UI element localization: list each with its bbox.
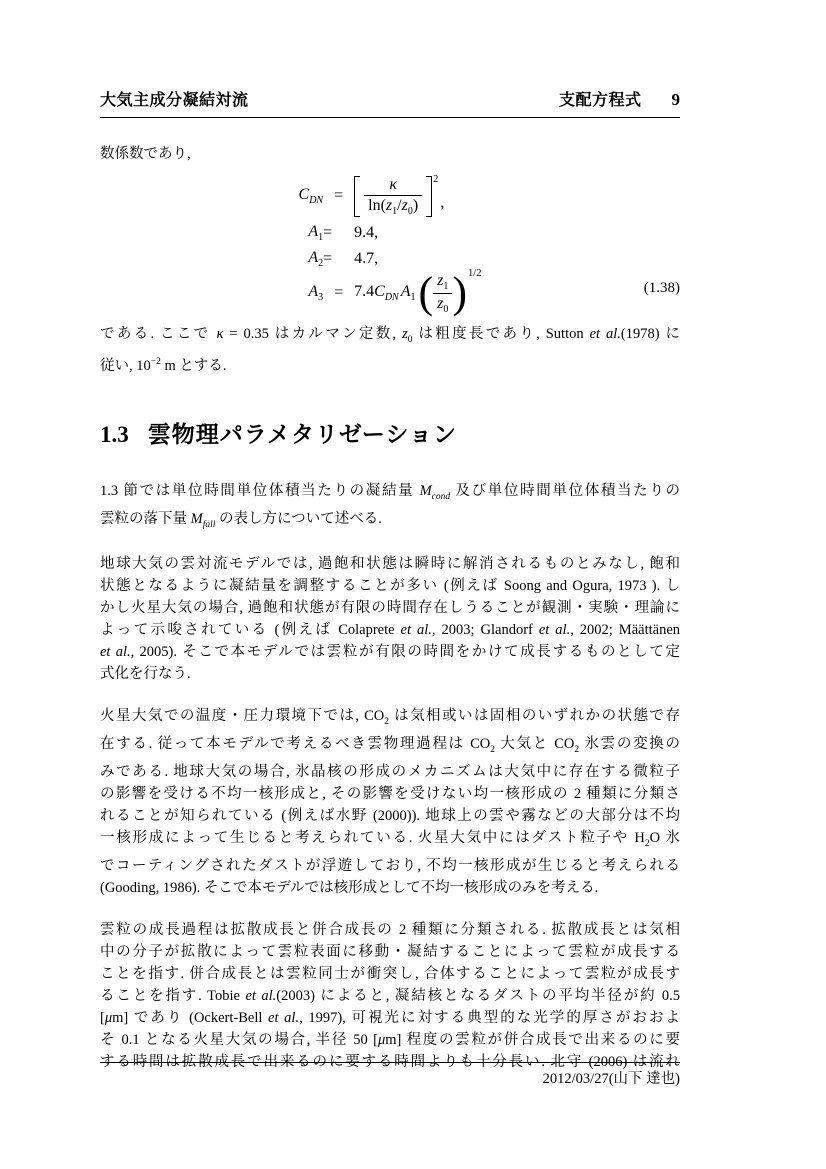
exponent: 2 bbox=[433, 173, 439, 185]
paragraph-cloud-growth: 雲粒の成長過程は拡散成長と併合成長の 2 種類に分類される. 拡散成長とは気相 中の分子が拡散によって雲粒表面に移動・凝結することによって雲粒が成長する ことを指す. 併合成長とは雲粒同士が衝突し, 合体することによって雲粒が成長す ることを指す. Tobie et al.(2003) によると, 凝結核となるダストの平均半径が約 0.5 [μm] であり (Ockert-Bell et al., 1997), 可視光に対する典型的な光学的厚さがおおよ そ 0.1 となる火星大気の場合, 半径 50 [μm] 程度の雲粒が併合成長で出来るのに要 する時間は拡散成長で出来るのに要する時間よりも十分長い. 北守 (2006) は流れ bbox=[100, 921, 681, 1070]
eq1-lhs: $C_{DN}$ bbox=[298, 186, 324, 207]
footer-date-author: 2012/03/27(山下 達也) bbox=[542, 1071, 680, 1087]
equation-number: (1.38) bbox=[643, 279, 680, 296]
paragraph-intro: 1.3 節では単位時間単位体積当たりの凝結量 $M_{cond}$ 及び単位時間単位体積当たりの 雲粒の落下量 $M_{fall}$ の表し方について述べる. bbox=[100, 482, 681, 530]
fraction bbox=[364, 176, 422, 217]
eq4-rhs bbox=[354, 267, 482, 318]
header-right bbox=[559, 87, 680, 110]
lead-line: 数係数であり, bbox=[100, 146, 191, 162]
eq2-rhs: 9.4, bbox=[354, 223, 379, 241]
square-bracket-group bbox=[354, 176, 432, 217]
equation-array bbox=[100, 173, 680, 318]
equals-sign: = bbox=[323, 223, 333, 241]
eq1-rhs bbox=[354, 173, 444, 220]
eq3-lhs: $A_2$ bbox=[308, 248, 324, 269]
paragraph-earth-model: 地球大気の雲対流モデルでは, 過飽和状態は瞬時に解消されるものとみなし, 飽和 状態となるように凝結量を調整することが多い (例えば Soong and Ogura, 1973 ). し かし火星大気の場合, 過飽和状態が有限の時間存在しうることが観測・実験・理論に よって示唆されている (例えば Colaprete et al., 2003; Glandorf et al., 2002; Määttänen et al., 2005). そこで本モデルでは雲粒が有限の時間をかけて成長するものとして定 式化を行なう. bbox=[100, 555, 681, 682]
section-number: 1.3 bbox=[100, 421, 129, 447]
eq2-lhs: $A_1$ bbox=[308, 222, 324, 243]
section-title: 雲物理パラメタリゼーション bbox=[147, 420, 457, 447]
right-bracket bbox=[426, 176, 432, 217]
coefficient-run: $7.4C_{DN}$ $A_1$ bbox=[354, 283, 416, 304]
header-section-label: 支配方程式 bbox=[558, 92, 642, 109]
paragraph-mars-co2: 火星大気での温度・圧力環境下では, $CO_2$ は気相或いは固相のいずれかの状態で存 在する. 従って本モデルで考えるべき雲物理過程は $CO_2$ 大気と $CO_2$ 氷雲の変換の みである. 地球大気の場合, 氷晶核の形成のメカニズムは大気中に存在する微粒子 の影響を受ける不均一核形成と, その影響を受けない均一核形成の 2 種類に分類さ れることが知られている (例えば水野 (2000)). 地球上の雲や霧などの大部分は不均 一核形成によって生じると考えられている. 火星大気中にはダスト粒子や $H_2O$ 氷 でコーティングされたダストが浮遊しており, 不均一核形成が生じると考えられる (Gooding, 1986). そこで本モデルでは核形成として不均一核形成のみを考える. bbox=[100, 707, 680, 896]
equals-sign: = bbox=[323, 249, 333, 267]
exponent: 1/2 bbox=[468, 267, 482, 279]
equals-sign: = bbox=[334, 187, 344, 205]
equation-block bbox=[100, 173, 680, 318]
page-header bbox=[100, 87, 680, 118]
text-column bbox=[100, 143, 680, 1073]
left-paren: ( bbox=[418, 268, 434, 318]
page-number: 9 bbox=[671, 90, 680, 109]
fraction-denominator: $z_0$ bbox=[433, 293, 452, 315]
equals-sign: = bbox=[334, 284, 344, 302]
running-title: 大気主成分凝結対流 bbox=[100, 92, 249, 109]
fraction-denominator: $\ln(z_1/z_0)$ bbox=[364, 195, 422, 217]
eq3-rhs: 4.7, bbox=[354, 249, 379, 267]
section-heading bbox=[100, 419, 680, 450]
left-bracket bbox=[354, 176, 360, 217]
fraction-numerator: κ bbox=[389, 176, 397, 193]
right-paren: ) bbox=[452, 268, 468, 318]
paren-group bbox=[418, 268, 468, 318]
comma: , bbox=[440, 194, 445, 212]
kappa-note-paragraph: である. ここで κ = 0.35 はカルマン定数, $z_0$ は粗度長であり, Sutton et al.(1978) に 従い, $10^{-2}$ m とする. bbox=[100, 325, 680, 374]
fraction-numerator: $z_1$ bbox=[437, 271, 449, 292]
fraction bbox=[433, 272, 452, 315]
eq4-lhs: $A_3$ bbox=[308, 283, 324, 304]
page-footer bbox=[100, 1062, 680, 1088]
